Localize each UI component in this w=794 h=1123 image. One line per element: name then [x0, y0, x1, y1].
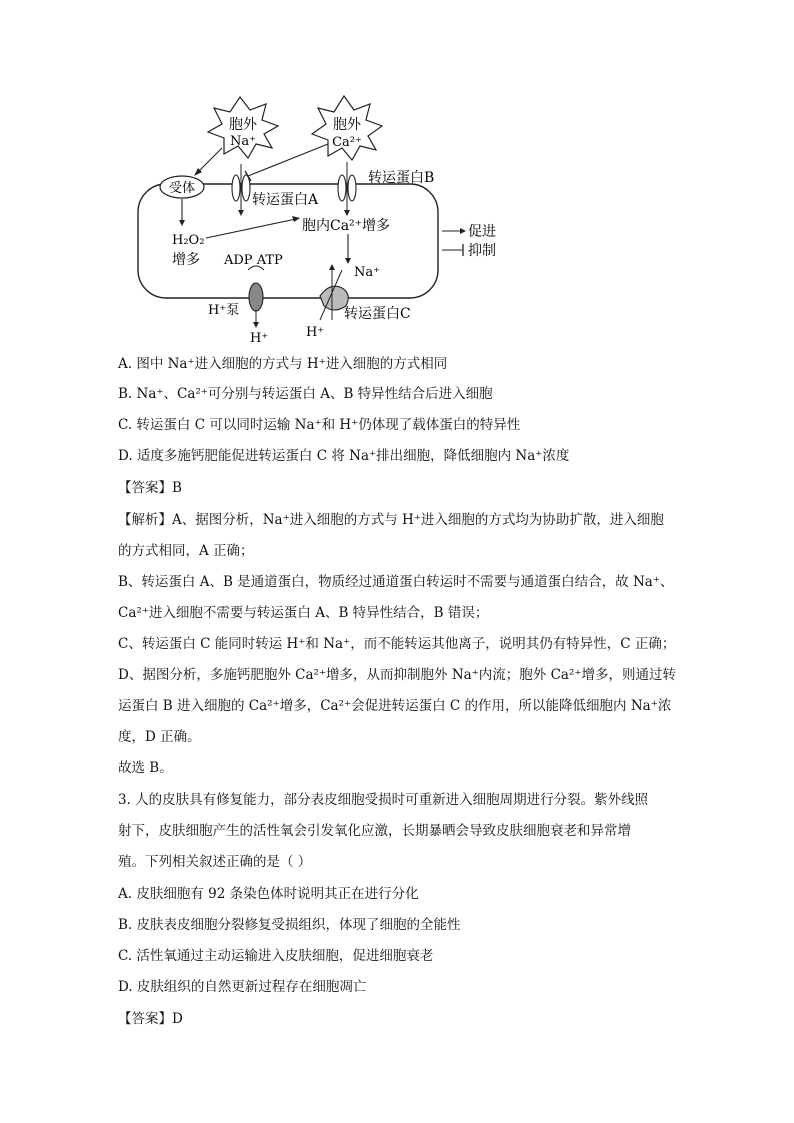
option-b: B. Na⁺、Ca²⁺可分别与转运蛋白 A、B 特异性结合后进入细胞 — [118, 386, 493, 402]
h-ion-label-2: H⁺ — [306, 325, 325, 340]
analysis-line-2: 的方式相同，A 正确； — [118, 543, 254, 559]
adp-atp-label: ADP ATP — [224, 253, 283, 268]
analysis-line-6: D、据图分析，多施钙肥胞外 Ca²⁺增多，从而抑制胞外 Na⁺内流；胞外 Ca²⁺增多，则通过转 — [118, 667, 677, 683]
h2o2-increase-label: 增多 — [172, 252, 200, 268]
h-ion-label-1: H⁺ — [250, 331, 269, 346]
protein-b-label: 转运蛋白B — [368, 170, 435, 186]
protein-c-label: 转运蛋白C — [344, 306, 411, 322]
option-a: A. 图中 Na⁺进入细胞的方式与 H⁺进入细胞的方式相同 — [118, 356, 448, 372]
analysis-line-8: 度，D 正确。 — [118, 729, 201, 745]
outer-na-label-1: 胞外 — [229, 117, 257, 133]
h2o2-label: H₂O₂ — [172, 233, 205, 248]
conclusion-line: 故选 B。 — [118, 760, 173, 776]
answer-3: 【答案】D — [118, 1011, 183, 1027]
receptor-label: 受体 — [168, 181, 196, 196]
question-3-line-3: 殖。下列相关叙述正确的是（ ） — [118, 854, 312, 870]
q3-option-b: B. 皮肤表皮细胞分裂修复受损组织，体现了细胞的全能性 — [118, 917, 461, 933]
h-pump-shape — [249, 283, 263, 311]
analysis-line-7: 运蛋白 B 进入细胞的 Ca²⁺增多，Ca²⁺会促进转运蛋白 C 的作用，所以能降低细胞内 Na⁺浓 — [118, 698, 672, 714]
transport-protein-a — [232, 164, 250, 216]
transport-protein-b — [338, 162, 356, 216]
q3-option-a: A. 皮肤细胞有 92 条染色体时说明其正在进行分化 — [118, 886, 419, 902]
question-3-line-1: 3. 人的皮肤具有修复能力，部分表皮细胞受损时可重新进入细胞周期进行分裂。紫外线照 — [118, 792, 649, 808]
analysis-line-4: Ca²⁺进入细胞不需要与转运蛋白 A、B 特异性结合，B 错误； — [118, 605, 489, 621]
q3-option-c: C. 活性氧通过主动运输进入皮肤细胞，促进细胞衰老 — [118, 948, 434, 964]
na-ion-label: Na⁺ — [354, 265, 380, 280]
analysis-line-3: B、转运蛋白 A、B 是通道蛋白，物质经过通道蛋白转运时不需要与通道蛋白结合，故 Na⁺、 — [118, 574, 674, 590]
answer-2: 【答案】B — [118, 480, 182, 496]
option-d: D. 适度多施钙肥能促进转运蛋白 C 将 Na⁺排出细胞，降低细胞内 Na⁺浓度 — [118, 448, 570, 464]
legend-promote-label: 促进 — [468, 224, 496, 240]
outer-ca-label-2: Ca²⁺ — [332, 135, 362, 150]
outer-ca-label-1: 胞外 — [333, 117, 361, 133]
outer-na-label-2: Na⁺ — [230, 134, 256, 149]
cell-transport-diagram — [120, 92, 520, 352]
inner-ca-label: 胞内Ca²⁺增多 — [302, 218, 391, 234]
h-pump-label: H⁺泵 — [208, 303, 240, 318]
q3-option-d: D. 皮肤组织的自然更新过程存在细胞凋亡 — [118, 979, 367, 995]
question-3-line-2: 射下，皮肤细胞产生的活性氧会引发氧化应激，长期暴晒会导致皮肤细胞衰老和异常增 — [118, 823, 631, 839]
legend-inhibit-label: 抑制 — [468, 243, 496, 259]
analysis-line-1: 【解析】A、据图分析，Na⁺进入细胞的方式与 H⁺进入细胞的方式均为协助扩散，进入细胞 — [118, 512, 664, 528]
analysis-line-5: C、转运蛋白 C 能同时转运 H⁺和 Na⁺，而不能转运其他离子，说明其仍有特异性，C 正确； — [118, 636, 676, 652]
protein-a-label: 转运蛋白A — [252, 192, 319, 208]
option-c: C. 转运蛋白 C 可以同时运输 Na⁺和 H⁺仍体现了载体蛋白的特异性 — [118, 417, 521, 433]
